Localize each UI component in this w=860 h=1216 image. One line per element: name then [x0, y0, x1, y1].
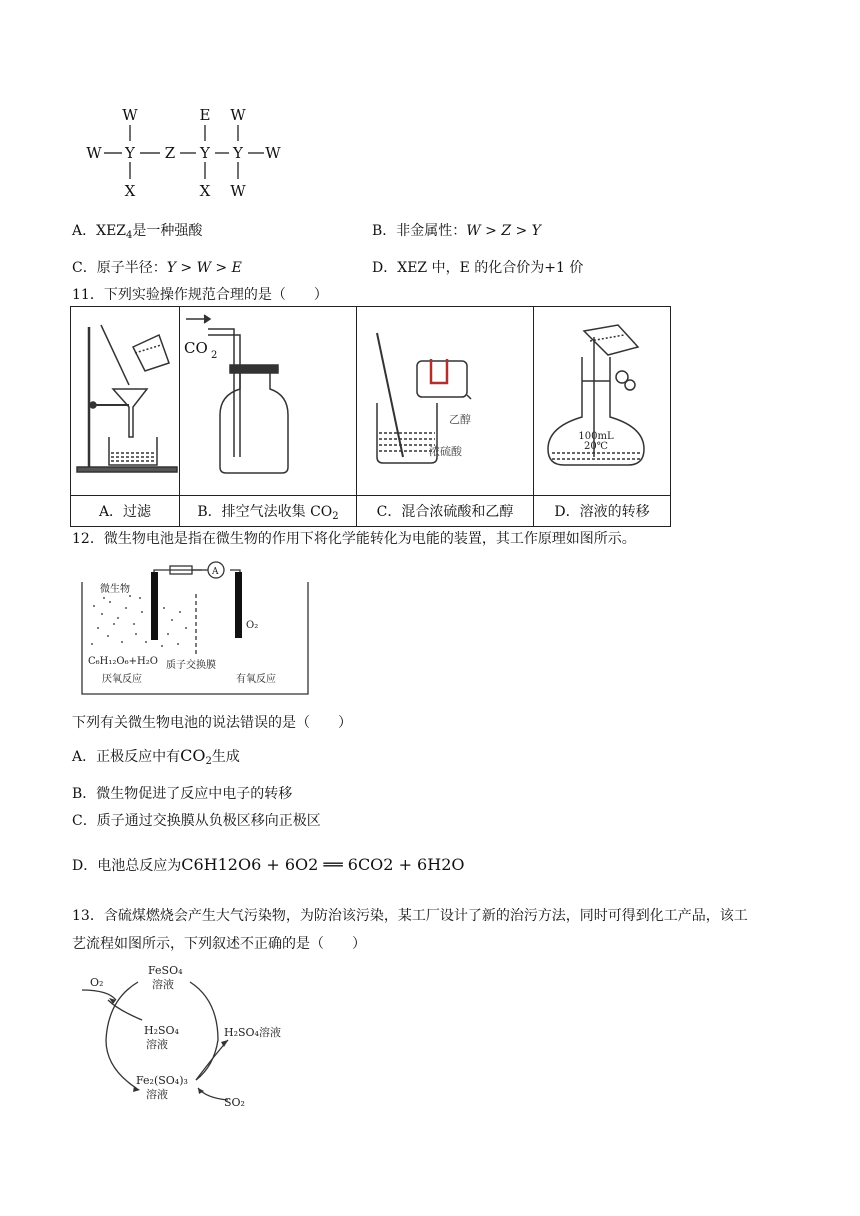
atom-y-2: Y	[200, 144, 210, 162]
cell-gas-collection[interactable]	[180, 307, 357, 496]
atom-w-left: W	[86, 144, 102, 162]
feso4-label: FeSO₄	[148, 964, 183, 977]
reactant-label: C₆H₁₂O₆+H₂O	[88, 656, 158, 667]
atom-x-bottom: X	[199, 182, 211, 200]
atom-z: Z	[164, 144, 176, 162]
q12-option-d[interactable]: D．电池总反应为C6H12O6 + 6O2 ══ 6CO2 + 6H2O	[72, 855, 465, 874]
membrane-label: 质子交换膜	[166, 660, 216, 671]
h2so4-label: H₂SO₄	[144, 1024, 179, 1037]
q11-experiment-table	[70, 306, 671, 527]
atom-y-3: Y	[233, 144, 243, 162]
structural-formula	[80, 104, 290, 204]
atom-w-right: W	[265, 144, 281, 162]
cycle-right-arc	[190, 982, 218, 1080]
so2-label: SO₂	[224, 1096, 245, 1109]
q12-option-a[interactable]: A．正极反应中有$CO_2$生成	[72, 746, 240, 767]
atom-x-bottom-left: X	[124, 182, 136, 200]
cell-filtration[interactable]	[71, 307, 180, 496]
aerobic-label: 有氧反应	[236, 674, 276, 685]
fe2so43-label: Fe₂(SO₄)₃	[136, 1074, 188, 1087]
flask-label-volume: 100mL	[578, 431, 614, 442]
ammeter-label: A	[212, 567, 219, 577]
microbe-label: 微生物	[100, 584, 130, 595]
cathode	[235, 572, 242, 638]
product-arrow	[196, 1040, 228, 1080]
q10-option-b[interactable]: B．非金属性：W > Z > Y	[372, 223, 541, 239]
q11-stem: 11．下列实验操作规范合理的是（ ）	[72, 287, 328, 303]
ethanol-label: 乙醇	[449, 413, 471, 426]
caption-c: C．混合浓硫酸和乙醇	[357, 496, 534, 527]
transfer-figure	[534, 307, 670, 491]
caption-a: A．过滤	[71, 496, 180, 527]
o2-label: O₂	[90, 976, 104, 989]
anaerobic-label: 厌氧反应	[102, 674, 142, 685]
q10-option-d[interactable]: D．XEZ 中，E 的化合价为+1 价	[372, 260, 584, 276]
feso4-solution-label: 溶液	[152, 978, 174, 991]
co2-subscript: 2	[211, 350, 218, 361]
flask-label-temp: 20℃	[584, 441, 608, 452]
anode	[151, 572, 158, 640]
q10-option-c[interactable]: C．原子半径：Y > W > E	[72, 260, 242, 276]
atom-w-top-left: W	[122, 106, 138, 124]
atom-e-top: E	[199, 106, 211, 124]
q12-option-b[interactable]: B．微生物促进了反应中电子的转移	[72, 786, 293, 802]
caption-d: D．溶液的转移	[534, 496, 671, 527]
q12-option-c[interactable]: C．质子通过交换膜从负极区移向正极区	[72, 813, 321, 829]
o2-label: O₂	[246, 620, 259, 631]
microbial-cell-figure	[78, 558, 314, 698]
h2so4-solution-label: 溶液	[146, 1038, 168, 1051]
mix-acid-figure	[357, 307, 533, 491]
fe2so43-solution-label: 溶液	[146, 1088, 168, 1101]
q10-option-a[interactable]: A．$XEZ_4$是一种强酸	[72, 223, 203, 241]
q13-stem-line1: 13．含硫煤燃烧会产生大气污染物，为防治该污染，某工厂设计了新的治污方法，同时可得到化工产品，该工	[72, 908, 748, 924]
atom-w-bottom-right: W	[230, 182, 246, 200]
o2-arrow	[82, 990, 116, 1000]
atom-y-1: Y	[125, 144, 135, 162]
cycle-left-arc	[106, 982, 138, 1088]
acid-label: 浓硫酸	[429, 445, 462, 458]
cell-transfer[interactable]	[534, 307, 671, 496]
filtration-figure	[71, 307, 179, 491]
q12-question: 下列有关微生物电池的说法错误的是（ ）	[72, 715, 352, 731]
q12-stem: 12．微生物电池是指在微生物的作用下将化学能转化为电能的装置，其工作原理如图所示。	[72, 531, 636, 547]
co2-label: CO	[184, 339, 208, 357]
atom-w-top-right: W	[230, 106, 246, 124]
gas-collection-figure	[180, 307, 356, 491]
cell-mix-acid[interactable]	[357, 307, 534, 496]
process-flow-figure	[78, 960, 318, 1112]
q13-stem-line2: 艺流程如图所示，下列叙述不正确的是（ ）	[72, 936, 366, 952]
caption-b: B．排空气法收集 $CO_2$	[180, 496, 357, 527]
product-label: H₂SO₄溶液	[224, 1026, 281, 1039]
microbe-dots	[91, 595, 187, 647]
